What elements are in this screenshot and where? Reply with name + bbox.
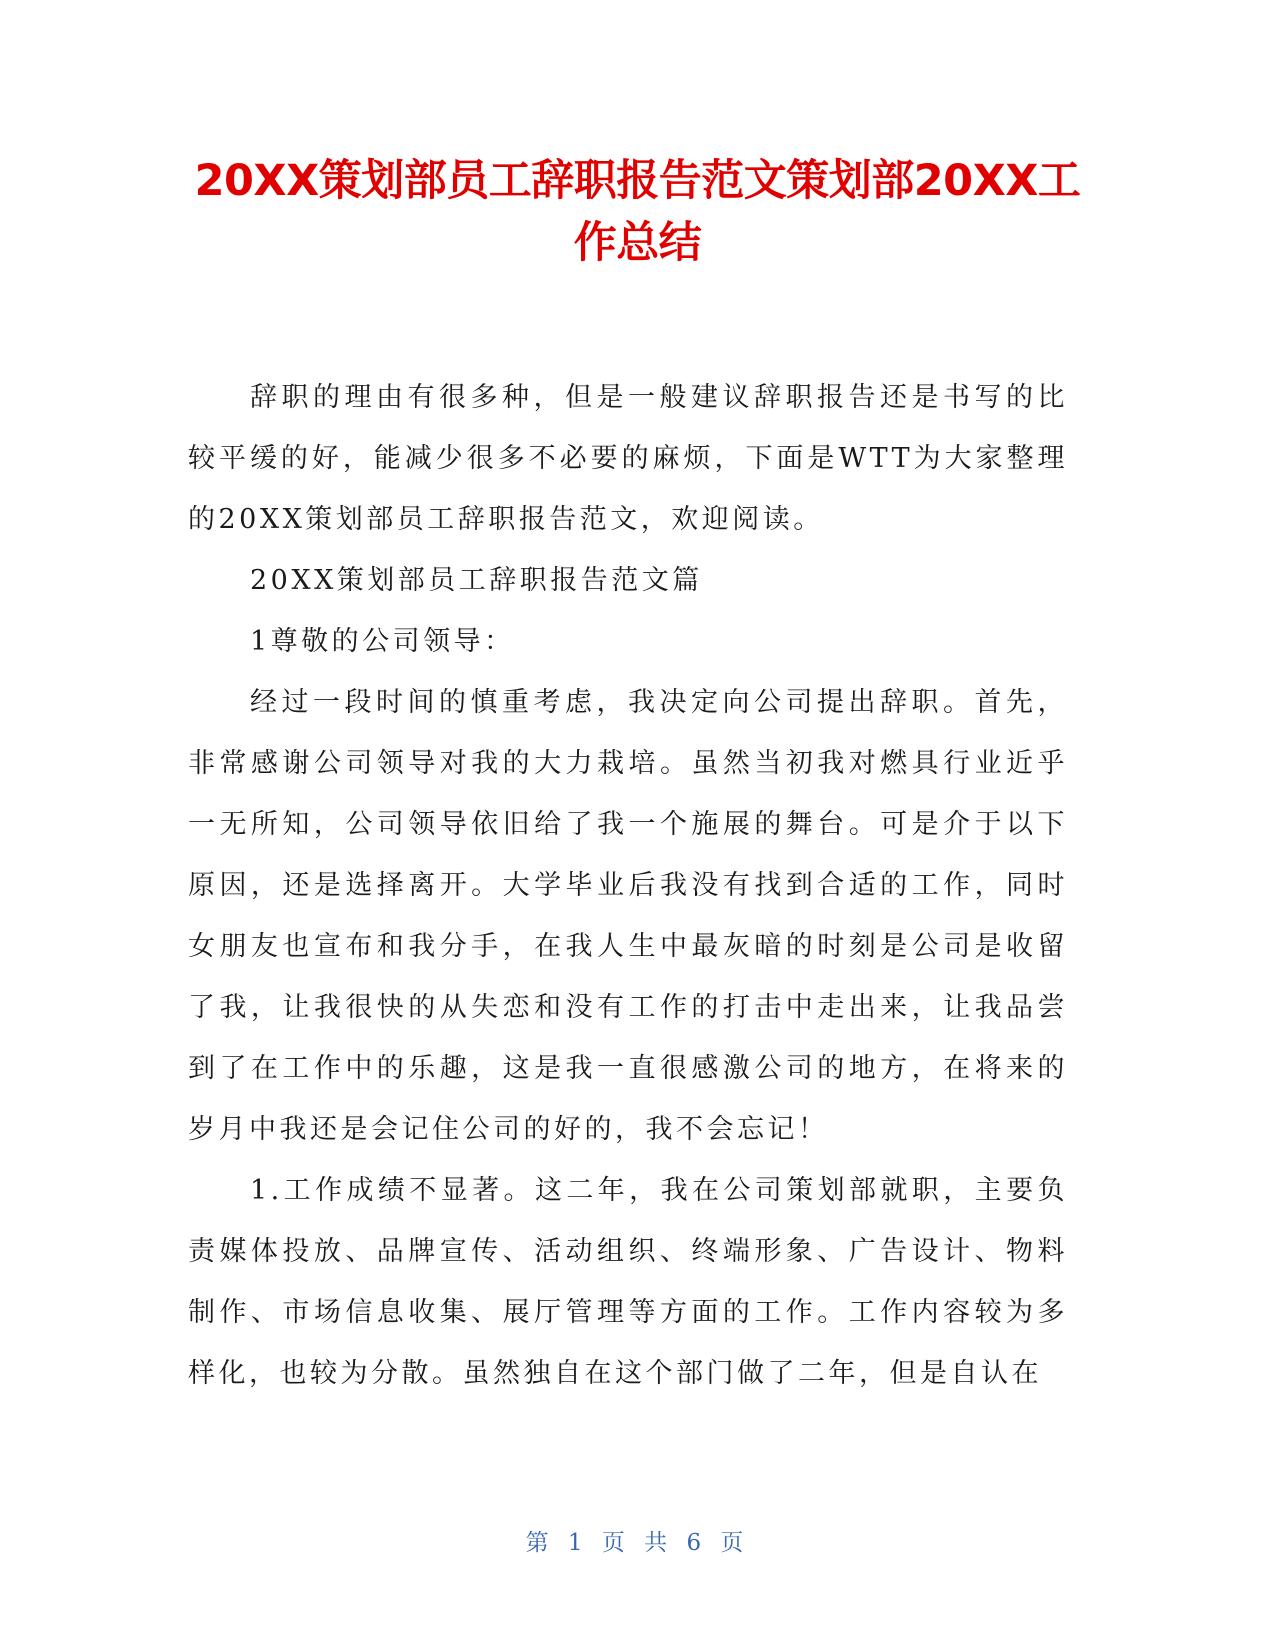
page-number: 第 1 页 共 6 页 [525,1530,750,1556]
title-line-2: 作总结 [573,218,702,268]
paragraph-reason: 经过一段时间的慎重考虑，我决定向公司提出辞职。首先，非常感谢公司领导对我的大力栽培。虽然当初我对燃具行业近乎一无所知，公司领导依旧给了我一个施展的舞台。可是介于以下原因，还是选择离开。大学毕业后我没有找到合适的工作，同时女朋友也宣布和我分手，在我人生中最灰暗的时刻是公司是收留了我，让我很快的从失恋和没有工作的打击中走出来，让我品尝到了在工作中的乐趣，这是我一直很感激公司的地方，在将来的岁月中我还是会记住公司的好的，我不会忘记！ [188,687,1068,1145]
document-title [150,150,1125,274]
document-body [188,367,1068,1404]
paragraph-point-1: 1.工作成绩不显著。这二年，我在公司策划部就职，主要负责媒体投放、品牌宣传、活动组织、终端形象、广告设计、物料制作、市场信息收集、展厅管理等方面的工作。工作内容较为多样化，也较为分散。虽然独自在这个部门做了二年，但是自认在 [188,1175,1068,1389]
title-line-1: 20XX策划部员工辞职报告范文策划部20XX工 [194,156,1081,206]
paragraph-heading: 20XX策划部员工辞职报告范文篇 [250,565,703,596]
paragraph-salutation: 1尊敬的公司领导： [250,626,515,657]
paragraph-intro: 辞职的理由有很多种，但是一般建议辞职报告还是书写的比较平缓的好，能减少很多不必要的麻烦，下面是WTT为大家整理的20XX策划部员工辞职报告范文，欢迎阅读。 [188,382,1068,535]
